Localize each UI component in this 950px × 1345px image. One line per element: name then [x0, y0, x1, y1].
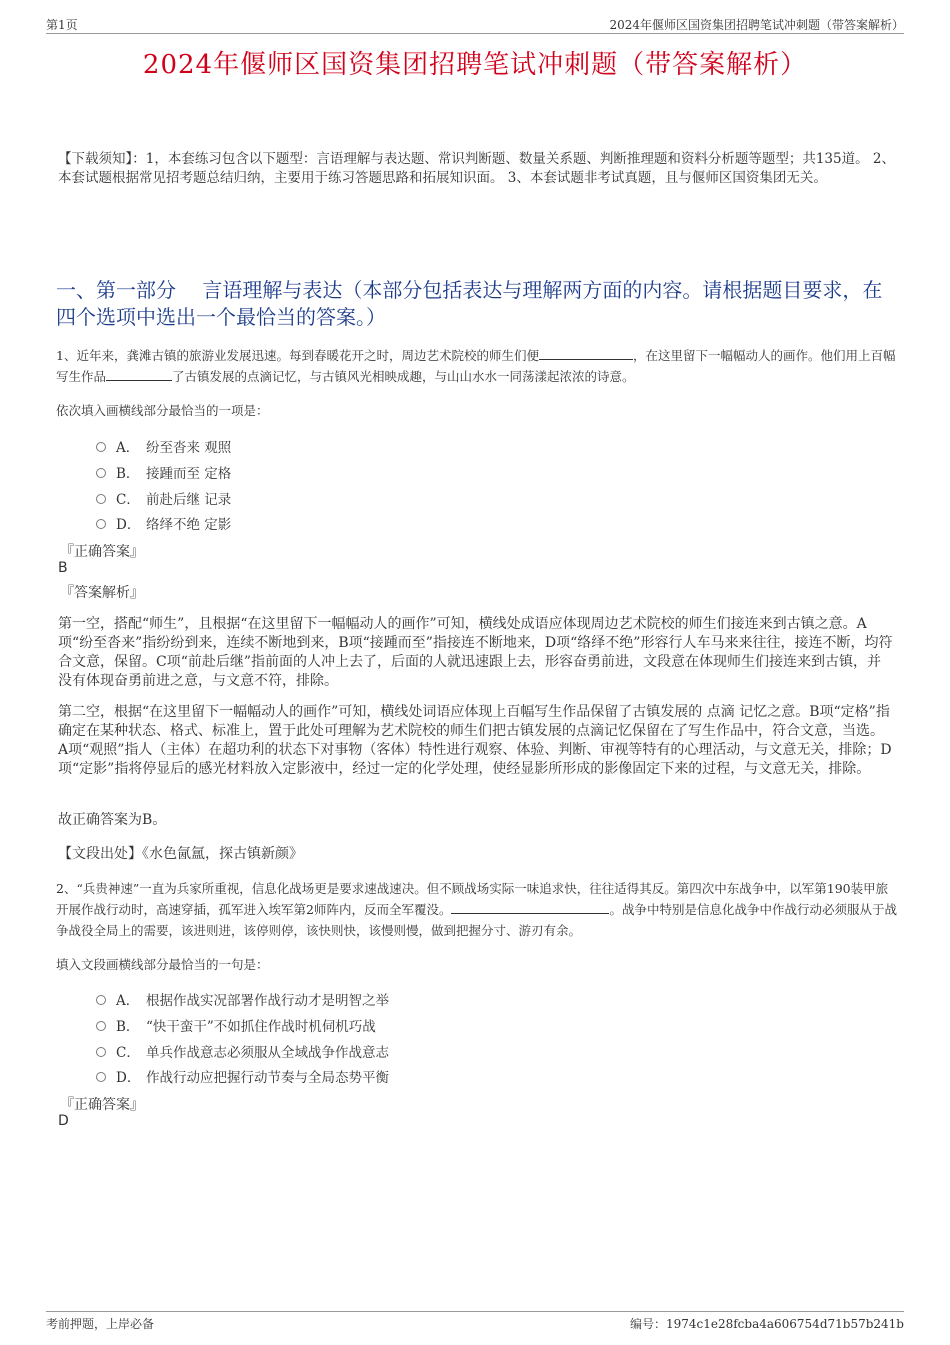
q2-answer: D: [58, 1113, 69, 1129]
q2-option-b[interactable]: [96, 1015, 376, 1035]
q1-answer-label: 『正确答案』: [60, 544, 144, 560]
q2-answer-label: 『正确答案』: [60, 1097, 144, 1113]
header-divider: [46, 33, 904, 34]
q1-analysis-paragraph-1: 第一空，搭配“师生”，且根据“在这里留下一幅幅动人的画作”可知，横线处成语应体现周边艺术院校的师生们接连来到古镇之意。A项“纷至沓来”指纷纷到来，连续不断地到来，B项“接踵而至”指接连不断地来，D项“络绎不绝”形容行人车马来来往往，接连不断，均符合文意，保留。C项“前赴后继”指前面的人冲上去了，后面的人就迅速跟上去，形容奋勇前进，文段意在体现师生们接连来到古镇，并没有体现奋勇前进之意，与文意不符，排除。: [58, 616, 893, 689]
section-title: 一、第一部分 言语理解与表达（本部分包括表达与理解两方面的内容。请根据题目要求，在四个选项中选出一个最恰当的答案。）: [56, 278, 883, 329]
option-letter: C．: [116, 492, 140, 508]
footer-doc-id: 编号：1974c1e28fcba4a606754d71b57b241b: [629, 1317, 904, 1331]
question-2-text: [56, 878, 898, 941]
q1-analysis-paragraph-2: 第二空，根据“在这里留下一幅幅动人的画作”可知，横线处词语应体现上百幅写生作品保留了古镇发展的 点滴 记忆之意。B项“定格”指确定在某种状态、格式、标准上，置于此处可理解为艺术院校的师生们把古镇发展的点滴记忆保留在了写生作品中，符合文意，当选。A项“观照”指人（主体）在超功利的状态下对事物（客体）特性进行观察、体验、判断、审视等特有的心理活动，与文意无关，排除；D项“定影”指将停显后的感光材料放入定影液中，经过一定的化学处理，使经显影所形成的影像固定下来的过程，与文意无关，排除。: [58, 704, 892, 777]
q2-blank: [451, 900, 609, 914]
option-text: 接踵而至 定格: [146, 466, 232, 482]
q1-option-b[interactable]: [96, 462, 231, 482]
option-text: 络绎不绝 定影: [146, 517, 232, 533]
radio-icon[interactable]: [96, 519, 106, 529]
q2-option-d[interactable]: [96, 1066, 389, 1086]
download-notice: 【下载须知】：1，本套练习包含以下题型：言语理解与表达题、常识判断题、数量关系题、判断推理题和资料分析题等题型；共135道。 2、本套试题根据常见招考题总结归纳，主要用于练习答题思路和拓展知识面。 3、本套试题非考试真题，且与偃师区国资集团无关。: [58, 151, 895, 186]
q1-option-c[interactable]: [96, 488, 231, 508]
option-letter: A．: [116, 440, 140, 456]
q1-text-part-c: 了古镇发展的点滴记忆，与古镇风光相映成趣，与山山水水一同荡漾起浓浓的诗意。: [172, 369, 635, 384]
option-letter: C．: [116, 1045, 140, 1061]
footer-divider: [46, 1311, 904, 1312]
q1-instruction: 依次填入画横线部分最恰当的一项是：: [56, 403, 269, 418]
footer-slogan: 考前押题，上岸必备: [46, 1317, 155, 1331]
radio-icon[interactable]: [96, 442, 106, 452]
radio-icon[interactable]: [96, 1072, 106, 1082]
option-text: 根据作战实况部署作战行动才是明智之举: [146, 993, 389, 1009]
option-letter: B．: [116, 1019, 140, 1035]
q1-blank-2: [106, 367, 172, 381]
q2-option-c[interactable]: [96, 1041, 389, 1061]
q1-analysis-label: 『答案解析』: [60, 585, 144, 601]
q1-source: 【文段出处】《水色氤氲，探古镇新颜》: [58, 846, 303, 862]
question-1-text: [56, 345, 898, 387]
radio-icon[interactable]: [96, 468, 106, 478]
option-text: 前赴后继 记录: [146, 492, 232, 508]
q2-text-part-a: 2、“兵贵神速”一直为兵家所重视，信息化战场更是要求速战速决。但不顾战场实际一味追求快，往往适得其反。第四次中东战争中，以军第190装甲旅开展作战行动时，高速穿插，孤军进入埃军第2师阵内，反而全军覆没。: [56, 881, 889, 917]
q2-option-a[interactable]: [96, 989, 389, 1009]
q1-text-part-b: ，在这里留下一幅幅动人的画作。他们用上百幅写生作品: [56, 348, 896, 384]
q1-answer: B: [58, 560, 68, 576]
header-doc-title: 2024年偃师区国资集团招聘笔试冲刺题（带答案解析）: [609, 18, 904, 32]
radio-icon[interactable]: [96, 995, 106, 1005]
q1-option-a[interactable]: [96, 436, 231, 456]
radio-icon[interactable]: [96, 1021, 106, 1031]
option-text: 纷至沓来 观照: [146, 440, 232, 456]
q1-text-part-a: 1、近年来，龚滩古镇的旅游业发展迅速。每到春暖花开之时，周边艺术院校的师生们便: [56, 348, 539, 363]
option-letter: B．: [116, 466, 140, 482]
q1-conclusion: 故正确答案为B。: [58, 812, 167, 828]
radio-icon[interactable]: [96, 494, 106, 504]
option-text: 作战行动应把握行动节奏与全局态势平衡: [146, 1070, 389, 1086]
option-letter: D．: [116, 517, 141, 533]
option-letter: A．: [116, 993, 140, 1009]
q1-option-d[interactable]: [96, 513, 231, 533]
q2-instruction: 填入文段画横线部分最恰当的一句是：: [56, 957, 269, 972]
option-text: 单兵作战意志必须服从全域战争作战意志: [146, 1045, 389, 1061]
page-title: 2024年偃师区国资集团招聘笔试冲刺题（带答案解析）: [142, 50, 808, 80]
radio-icon[interactable]: [96, 1047, 106, 1057]
q2-text-part-b: 。战争中特别是信息化战争中作战行动必须服从于战争战役全局上的需要，该进则进，该停则停，该快则快，该慢则慢，做到把握分寸、游刃有余。: [56, 902, 897, 938]
page-number: 第1页: [46, 18, 78, 32]
option-text: “快干蛮干”不如抓住作战时机伺机巧战: [146, 1019, 376, 1035]
q1-blank-1: [539, 346, 633, 360]
option-letter: D．: [116, 1070, 141, 1086]
